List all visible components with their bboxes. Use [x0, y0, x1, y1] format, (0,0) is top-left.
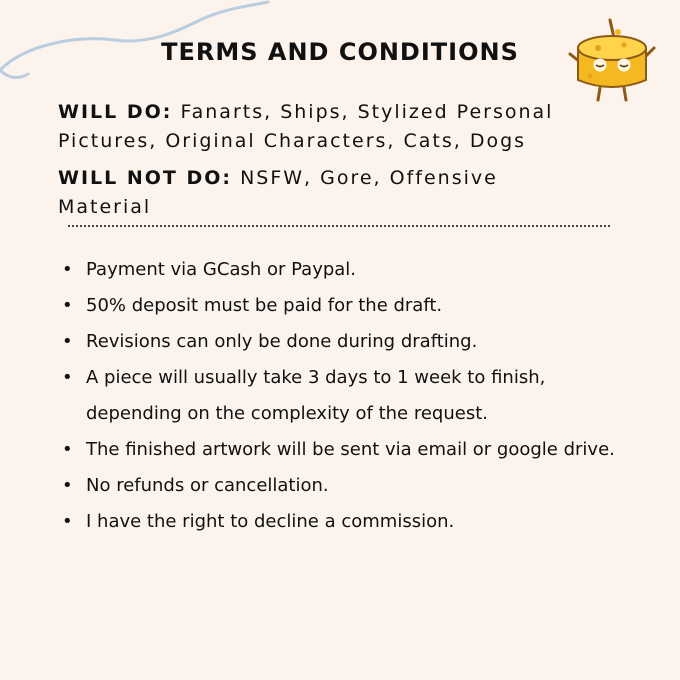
will-not-do-label: WILL NOT DO:: [58, 167, 233, 189]
terms-list: [60, 252, 620, 540]
term-text: A piece will usually take 3 days to 1 week to finish, depending on the complexity of the request.: [86, 367, 546, 424]
will-do-label: WILL DO:: [58, 101, 173, 123]
term-text: The finished artwork will be sent via email or google drive.: [86, 439, 615, 460]
bullet-dot-icon: •: [62, 331, 73, 352]
page-title: TERMS AND CONDITIONS: [161, 38, 519, 66]
term-text: 50% deposit must be paid for the draft.: [86, 295, 443, 316]
list-item: [60, 360, 620, 432]
list-item: [60, 324, 620, 360]
will-not-do-rule: [58, 164, 588, 222]
list-item: [60, 468, 620, 504]
bullet-dot-icon: •: [62, 439, 73, 460]
will-do-rule: [58, 98, 588, 156]
term-text: I have the right to decline a commission.: [86, 511, 455, 532]
will-do-value: Fanarts, Ships, Stylized Personal Pictures, Original Characters, Cats, Dogs: [58, 101, 554, 152]
term-text: No refunds or cancellation.: [86, 475, 329, 496]
list-item: [60, 252, 620, 288]
bullet-dot-icon: •: [62, 511, 73, 532]
bullet-dot-icon: •: [62, 367, 73, 388]
will-not-do-value: NSFW, Gore, Offensive Material: [58, 167, 498, 218]
rules-section: [58, 98, 588, 222]
list-item: [60, 432, 620, 468]
bullet-dot-icon: •: [62, 259, 73, 280]
list-item: [60, 288, 620, 324]
term-text: Revisions can only be done during drafting.: [86, 331, 478, 352]
dotted-divider: [68, 225, 610, 227]
bullet-dot-icon: •: [62, 475, 73, 496]
bullet-dot-icon: •: [62, 295, 73, 316]
list-item: [60, 504, 620, 540]
term-text: Payment via GCash or Paypal.: [86, 259, 357, 280]
